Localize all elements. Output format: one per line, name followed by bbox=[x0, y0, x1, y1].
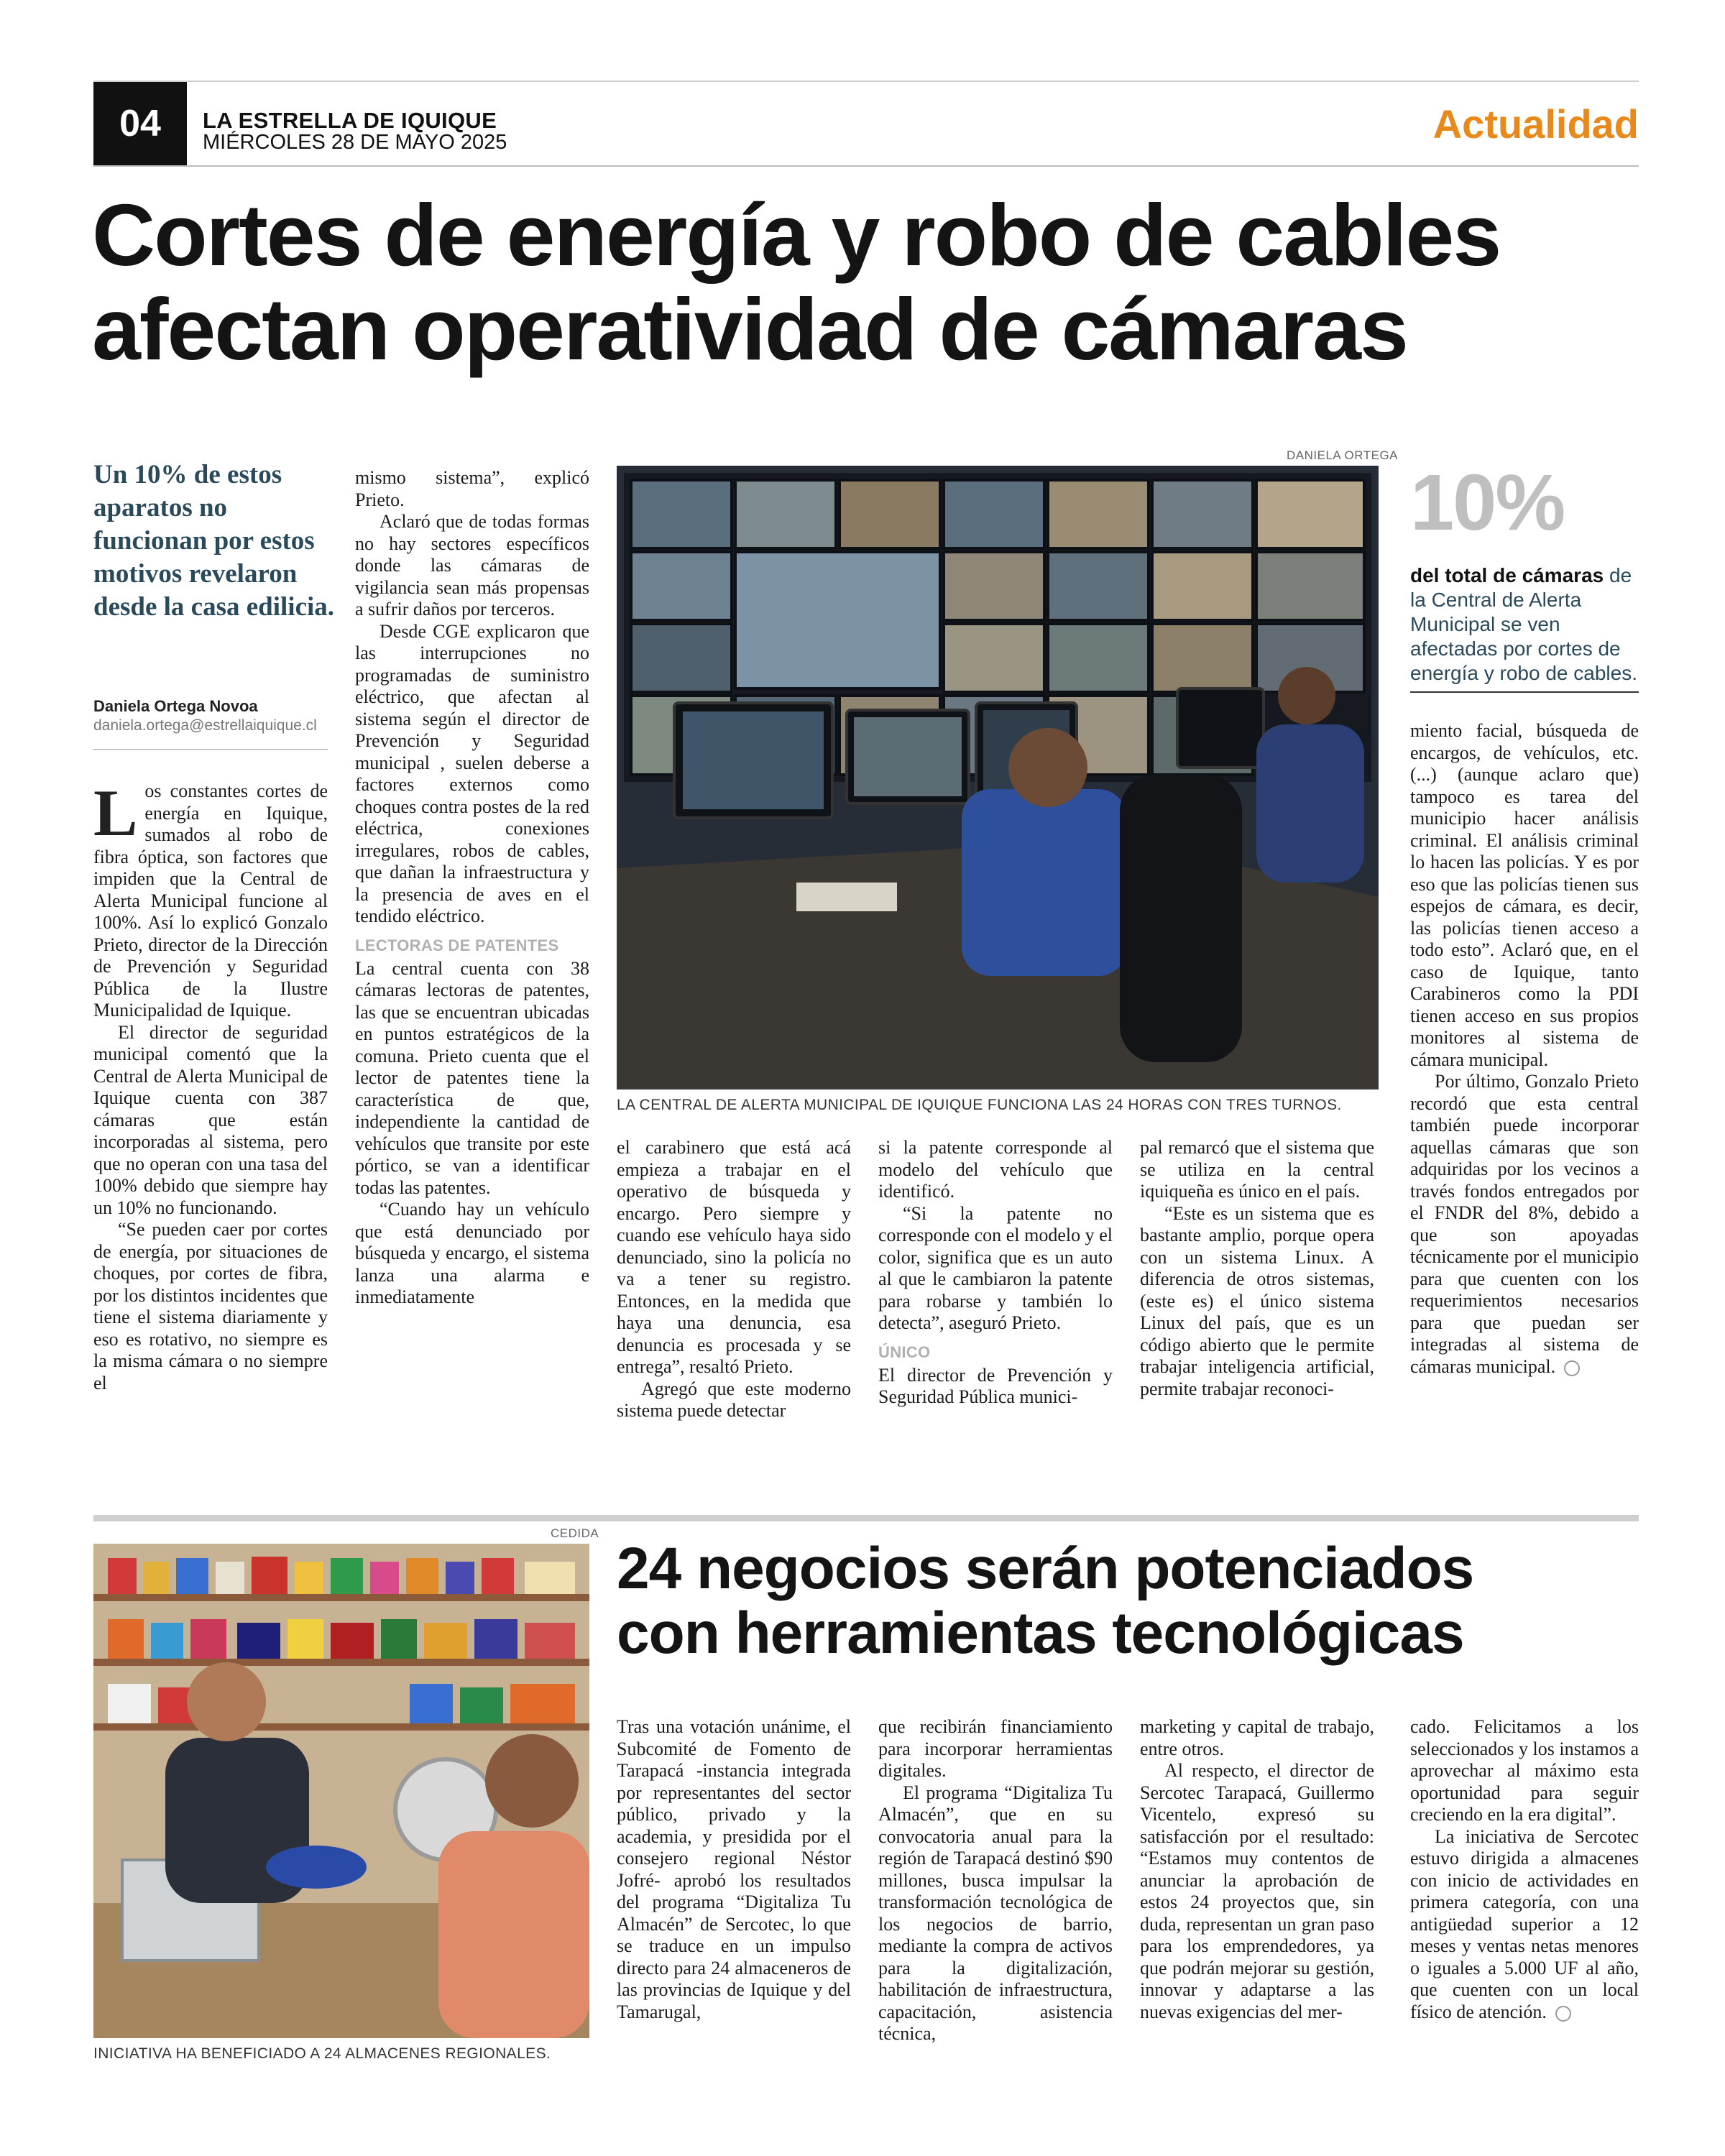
photo-caption: LA CENTRAL DE ALERTA MUNICIPAL DE IQUIQUE FUNCIONA LAS 24 HORAS CON TRES TURNOS. bbox=[617, 1097, 1342, 1113]
article2-column-2 bbox=[878, 1716, 1113, 2045]
author-divider bbox=[93, 749, 328, 750]
paragraph: miento facial, búsqueda de encargos, de vehículos, etc. (...) (aunque aclaro que) tampoco es tarea del municipio hacer análisis criminal. El análisis criminal lo hacen las policías. Y es por eso que las policías tienen sus espejos de cámara, es decir, las policías tienen acceso a todo esto”. Aclaró que, en el caso de Iquique, tanto Carabineros como la PDI tienen acceso en sus propios monitores al sistema de cámara municipal. bbox=[1410, 720, 1639, 1070]
paragraph: El director de Prevención y Seguridad Pública munici- bbox=[878, 1364, 1113, 1407]
paragraph-text: Por último, Gonzalo Prieto recordó que esta central también puede incorporar aquellas cámaras que son adquiridas por los vecinos a través fondos entregados por el FNDR del 8%, debido a que son apoyadas técnicamente por el municipio para que cuenten con los requerimientos necesarios para que puedan ser integradas al sistema de cámaras municipal. bbox=[1410, 1071, 1639, 1377]
subhead-lectoras: LECTORAS DE PATENTES bbox=[355, 936, 559, 954]
headline2-line-1: 24 negocios serán potenciados bbox=[617, 1536, 1474, 1601]
drop-cap: L bbox=[93, 776, 138, 849]
paragraph: marketing y capital de trabajo, entre otros. bbox=[1140, 1716, 1374, 1759]
article2-column-3 bbox=[1140, 1716, 1374, 2023]
body-column-1 bbox=[93, 776, 328, 1394]
paragraph: Tras una votación unánime, el Subcomité de Fomento de Tarapacá -instancia integrada por representantes del sector público, privado y la academia, y presidida por el consejero regional Néstor Jofré- aprobó los resultados del programa “Digitaliza Tu Almacén” de Sercotec, lo que se traduce en un impulso directo para 24 almaceneros de las provincias de Iquique y del Tamarugal, bbox=[617, 1716, 851, 2022]
body-column-5 bbox=[1140, 1137, 1374, 1400]
paragraph: mismo sistema”, explicó Prieto. bbox=[355, 467, 589, 510]
paragraph: el carabinero que está acá empieza a trabajar en el operativo de búsqueda y encargo. Pero siempre y cuando ese vehículo haya sido denunciado, sino la policía no va a tener su registro. Entonces, en la medida que haya una denuncia, esa denuncia es procesada y se entrega”, resaltó Prieto. bbox=[617, 1137, 851, 1377]
paragraph: “Cuando hay un vehículo que está denunciado por búsqueda y encargo, el sistema lanza una alarma e inmediatamente bbox=[355, 1199, 589, 1307]
section-label: Actualidad bbox=[1432, 101, 1639, 147]
article-separator bbox=[93, 1515, 1639, 1521]
control-room-illustration bbox=[617, 466, 1379, 1089]
publication-name: LA ESTRELLA DE IQUIQUE bbox=[203, 108, 497, 133]
paragraph: si la patente corresponde al modelo del vehículo que identificó. bbox=[878, 1137, 1113, 1202]
article-headline bbox=[92, 188, 1652, 377]
article2-column-4 bbox=[1410, 1716, 1639, 2023]
paragraph: cado. Felicitamos a los seleccionados y los instamos a aprovechar al máximo esta oportunidad para seguir creciendo en la era digital”. bbox=[1410, 1716, 1639, 1825]
stat-bold: del total de cámaras bbox=[1410, 564, 1604, 586]
paragraph: “Se pueden caer por cortes de energía, por situaciones de choques, por cortes de fibra, por los distintos incidentes que tiene el sistema diariamente y eso es rotativo, no siempre es la misma cámara o no siempre el bbox=[93, 1219, 328, 1393]
paragraph: pal remarcó que el sistema que se utiliza en la central iquiqueña es único en el país. bbox=[1140, 1137, 1374, 1202]
header-rule bbox=[93, 165, 1639, 167]
stat-divider bbox=[1410, 691, 1639, 693]
headline-line-1: Cortes de energía y robo de cables bbox=[92, 186, 1501, 284]
photo-credit: DANIELA ORTEGA bbox=[1287, 448, 1399, 462]
paragraph: Agregó que este moderno sistema puede detectar bbox=[617, 1378, 851, 1421]
paragraph: El programa “Digitaliza Tu Almacén”, que en su convocatoria anual para la región de Tarapacá destinó $90 millones, busca impulsar la transformación tecnológica de los negocios de barrio, mediante la compra de activos para la digitalización, habilitación de infraestructura, capacitación, asistencia técnica, bbox=[878, 1782, 1113, 2044]
subhead-unico: ÚNICO bbox=[878, 1342, 931, 1361]
article-deck: Un 10% de estos aparatos no funcionan por estos motivos revelaron desde la casa edilicia. bbox=[93, 460, 335, 622]
paragraph: os constantes cortes de energía en Iquique, sumados al robo de fibra óptica, son factores que impiden que la Central de Alerta Municipal funcione al 100%. Así lo explicó Gonzalo Prieto, director de la Dirección de Prevención y Seguridad Pública de la Ilustre Municipalidad de Iquique. bbox=[93, 780, 328, 1021]
store-illustration bbox=[93, 1544, 589, 2038]
author-name: Daniela Ortega Novoa bbox=[93, 697, 258, 715]
control-room-photo bbox=[617, 466, 1379, 1089]
paragraph: Aclaró que de todas formas no hay sectores específicos donde las cámaras de vigilancia sean más propensas a sufrir daños por terceros. bbox=[355, 511, 589, 619]
body-column-3 bbox=[617, 1137, 851, 1422]
body-column-6 bbox=[1410, 720, 1639, 1378]
top-rule bbox=[93, 80, 1639, 82]
paragraph: La central cuenta con 38 cámaras lectoras de patentes, las que se encuentran ubicadas en puntos estratégicos de la comuna. Prieto cuenta que el lector de patentes tiene la característica de que, independiente la cantidad de vehículos que transite por este pórtico, se van a identificar todas las patentes. bbox=[355, 957, 589, 1198]
stat-rest: de la Central de Alerta Municipal se ven afectadas por cortes de energía y robo de cables. bbox=[1410, 564, 1637, 684]
paragraph: El director de seguridad municipal comentó que la Central de Alerta Municipal de Iquique cuenta con 387 cámaras que están incorporadas al sistema, pero que no operan con una tasa del 100% debido que siempre hay un 10% no funcionando. bbox=[93, 1021, 328, 1218]
headline-line-2: afectan operatividad de cámaras bbox=[92, 280, 1407, 378]
body-column-2 bbox=[355, 467, 589, 1309]
paragraph: Al respecto, el director de Sercotec Tarapacá, Guillermo Vicentelo, expresó su satisfacción por el resultado: “Estamos muy contentos de anunciar la aprobación de estos 24 proyectos que, sin duda, representan un gran paso para los emprendedores, ya que podrán mejorar su gestión, innovar y adaptarse a las nuevas exigencias del mer- bbox=[1140, 1760, 1374, 2022]
paragraph bbox=[1410, 1071, 1639, 1378]
store-photo bbox=[93, 1544, 589, 2038]
end-mark-icon bbox=[1564, 1360, 1580, 1376]
paragraph: que recibirán financiamiento para incorporar herramientas digitales. bbox=[878, 1716, 1113, 1781]
stat-description bbox=[1410, 563, 1640, 686]
paragraph: “Si la patente no corresponde con el modelo y el color, significa que es un auto al que le cambiaron la patente para robarse y también lo detecta”, aseguró Prieto. bbox=[878, 1202, 1113, 1333]
article2-column-1 bbox=[617, 1716, 851, 2023]
page-number: 04 bbox=[93, 82, 187, 165]
end-mark-icon bbox=[1555, 2006, 1571, 2022]
photo-credit-2: CEDIDA bbox=[551, 1526, 599, 1540]
paragraph bbox=[1410, 1826, 1639, 2024]
article-headline-2 bbox=[617, 1537, 1637, 1666]
paragraph: Desde CGE explicaron que las interrupciones no programadas de suministro eléctrico, que afectan al sistema según el director de Prevención y Seguridad municipal , suelen deberse a factores externos como choques contra postes de la red eléctrica, conexiones irregulares, robos de cables, que dañan la infraestructura y la presencia de aves en el tendido eléctrico. bbox=[355, 620, 589, 926]
headline2-line-2: con herramientas tecnológicas bbox=[617, 1600, 1464, 1666]
photo-caption-2: INICIATIVA HA BENEFICIADO A 24 ALMACENES REGIONALES. bbox=[93, 2045, 551, 2062]
author-email[interactable]: daniela.ortega@estrellaiquique.cl bbox=[93, 717, 317, 734]
paragraph-text: La iniciativa de Sercotec estuvo dirigida a almacenes con inicio de actividades en primera categoría, con una antigüedad superior a 12 meses y ventas netas menores o iguales a 5.000 UF al año, que cuenten con un local físico de atención. bbox=[1410, 1825, 1639, 2022]
stat-value: 10% bbox=[1410, 459, 1565, 547]
publication-date: MIÉRCOLES 28 DE MAYO 2025 bbox=[203, 131, 507, 154]
paragraph: “Este es un sistema que es bastante amplio, porque opera con un sistema Linux. A diferencia de otros sistemas, (este es) el único sistema Linux del país, que es un código abierto que le permite trabajar inteligencia artificial, permite trabajar reconoci- bbox=[1140, 1202, 1374, 1399]
body-column-4 bbox=[878, 1137, 1113, 1409]
